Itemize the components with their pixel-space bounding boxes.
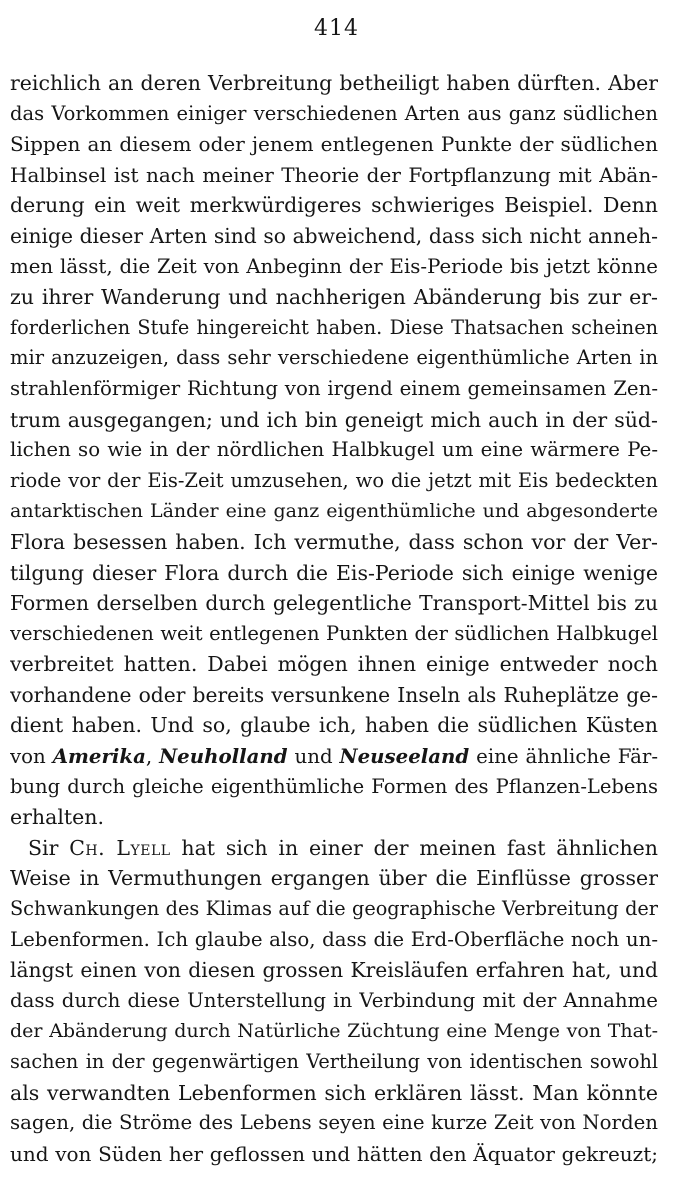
text-line xyxy=(10,741,658,772)
text-segment: Weise in Vermuthungen ergangen über die Einflüsse grosser xyxy=(10,866,658,891)
italic-place-name: Neuseeland xyxy=(339,744,470,769)
text-segment: und von Süden her geflossen und hätten den Äquator gekreuzt; xyxy=(10,1141,658,1166)
text-line xyxy=(10,649,658,680)
text-segment: als verwandten Lebenformen sich erklären lässt. Man könnte xyxy=(10,1080,658,1105)
paragraph xyxy=(10,68,658,833)
text-segment: verschiedenen weit entlegenen Punkten der südlichen Halbkugel xyxy=(10,621,658,645)
text-line xyxy=(10,772,658,803)
text-line xyxy=(10,527,658,558)
text-segment: strahlenförmiger Richtung von irgend einem gemeinsamen Zen- xyxy=(10,376,658,400)
text-segment: sachen in der gegenwärtigen Vertheilung von identischen sowohl xyxy=(10,1050,658,1073)
text-segment: längst einen von diesen grossen Kreisläufen erfahren hat, und xyxy=(10,958,658,983)
text-line xyxy=(10,466,658,497)
text-segment: tilgung dieser Flora durch die Eis-Periode sich einige wenige xyxy=(10,560,658,585)
text-segment: von xyxy=(10,745,53,769)
text-segment: und xyxy=(287,745,340,769)
text-line xyxy=(10,680,658,711)
text-segment: , xyxy=(145,745,160,769)
text-line xyxy=(10,1139,658,1170)
text-line xyxy=(10,190,658,221)
text-segment: vorhandene oder bereits versunkene Inseln als Ruheplätze ge- xyxy=(10,682,658,707)
author-name: Ch. Lyell xyxy=(69,835,171,860)
text-line xyxy=(10,894,658,925)
paragraph xyxy=(10,833,658,1170)
text-line xyxy=(10,221,658,252)
italic-place-name: Neuholland xyxy=(159,744,288,769)
text-segment: einige dieser Arten sind so abweichend, dass sich nicht anneh- xyxy=(10,223,658,248)
text-line xyxy=(10,1047,658,1078)
text-segment: bung durch gleiche eigenthümliche Formen des Pflanzen-Lebens xyxy=(10,774,658,798)
text-line xyxy=(10,282,658,313)
page-number: 414 xyxy=(314,16,359,41)
text-line xyxy=(10,1078,658,1109)
text-line xyxy=(10,558,658,589)
text-segment: hat sich in einer der meinen fast ähnlichen xyxy=(170,835,658,860)
text-segment: dass durch diese Unterstellung in Verbindung mit der Annahme xyxy=(10,988,658,1012)
text-line xyxy=(10,496,658,527)
text-line xyxy=(10,405,658,436)
text-line xyxy=(10,435,658,466)
text-line xyxy=(10,863,658,894)
text-line xyxy=(10,99,658,130)
text-segment: das Vorkommen einiger verschiedenen Arten aus ganz südlichen xyxy=(10,101,658,125)
text-line xyxy=(10,833,658,864)
text-segment: men lässt, die Zeit von Anbeginn der Eis-Periode bis jetzt könne xyxy=(10,254,658,278)
text-line xyxy=(10,313,658,344)
text-segment: Sir xyxy=(28,835,70,860)
text-line xyxy=(10,343,658,374)
text-line xyxy=(10,986,658,1017)
text-line xyxy=(10,1016,658,1047)
text-segment: Formen derselben durch gelegentliche Transport-Mittel bis zu xyxy=(10,591,658,616)
text-segment: eine ähnliche Fär- xyxy=(469,745,658,769)
text-line xyxy=(10,802,658,833)
text-line xyxy=(10,619,658,650)
text-segment: Schwankungen des Klimas auf die geographische Verbreitung der xyxy=(10,897,658,921)
text-line xyxy=(10,710,658,741)
text-segment: riode vor der Eis-Zeit umzusehen, wo die jetzt mit Eis bedeckten xyxy=(10,468,658,492)
text-line xyxy=(10,129,658,160)
text-segment: Flora besessen haben. Ich vermuthe, dass schon vor der Ver- xyxy=(10,529,658,554)
text-line xyxy=(10,1108,658,1139)
text-line xyxy=(10,68,658,99)
text-segment: zu ihrer Wanderung und nachherigen Abänderung bis zur er- xyxy=(10,285,658,310)
text-line xyxy=(10,160,658,191)
text-segment: derung ein weit merkwürdigeres schwieriges Beispiel. Denn xyxy=(10,193,658,218)
text-line xyxy=(10,252,658,283)
text-segment: Lebenformen. Ich glaube also, dass die Erd-Oberfläche noch un- xyxy=(10,927,658,951)
text-segment: reichlich an deren Verbreitung betheiligt haben dürften. Aber xyxy=(10,71,658,95)
text-line xyxy=(10,955,658,986)
text-segment: sagen, die Ströme des Lebens seyen eine kurze Zeit von Norden xyxy=(10,1111,658,1135)
text-segment: forderlichen Stufe hingereicht haben. Diese Thatsachen scheinen xyxy=(10,315,658,339)
text-segment: Sippen an diesem oder jenem entlegenen Punkte der südlichen xyxy=(10,132,658,157)
text-line xyxy=(10,925,658,956)
text-segment: erhalten. xyxy=(10,805,105,830)
text-segment: lichen so wie in der nördlichen Halbkugel um eine wärmere Pe- xyxy=(10,438,658,462)
text-segment: mir anzuzeigen, dass sehr verschiedene eigenthümliche Arten in xyxy=(10,346,658,370)
text-segment: antarktischen Länder eine ganz eigenthümliche und abgesonderte xyxy=(10,500,658,523)
text-segment: trum ausgegangen; und ich bin geneigt mich auch in der süd- xyxy=(10,407,658,432)
text-segment: der Abänderung durch Natürliche Züchtung eine Menge von That- xyxy=(10,1020,658,1043)
text-segment: Halbinsel ist nach meiner Theorie der Fortpflanzung mit Abän- xyxy=(10,162,658,187)
italic-place-name: Amerika xyxy=(52,744,146,769)
body-text xyxy=(10,68,658,1169)
text-line xyxy=(10,588,658,619)
text-segment: dient haben. Und so, glaube ich, haben die südlichen Küsten xyxy=(10,713,658,738)
text-line xyxy=(10,374,658,405)
text-segment: verbreitet hatten. Dabei mögen ihnen einige entweder noch xyxy=(10,652,658,677)
